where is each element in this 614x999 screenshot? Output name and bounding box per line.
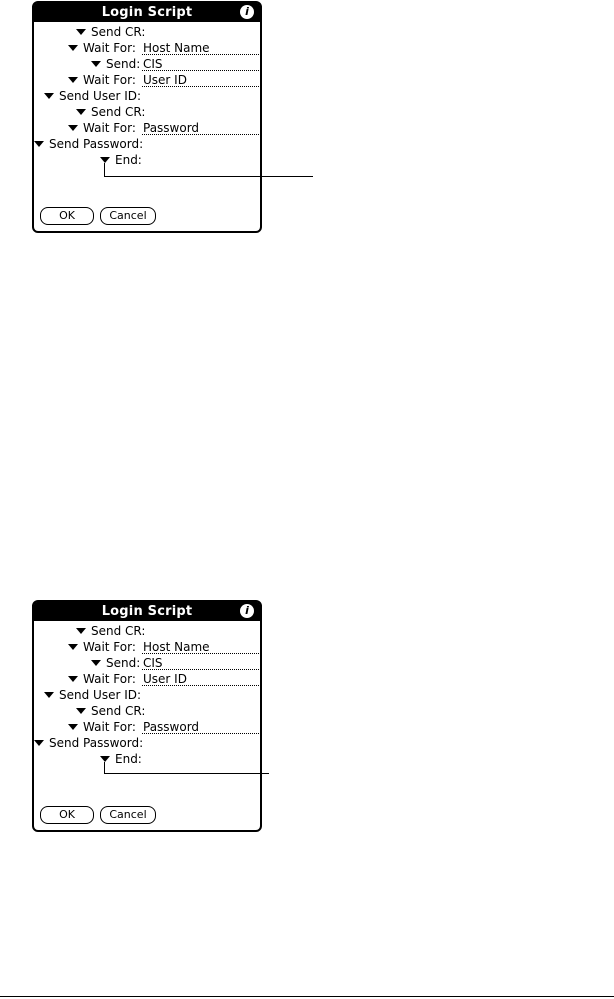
info-icon[interactable]: i — [240, 604, 254, 618]
dropdown-triangle-icon[interactable] — [68, 45, 78, 51]
page-divider — [0, 996, 614, 997]
script-row-wait-for-user[interactable]: Wait For: — [68, 672, 136, 687]
host-name-field[interactable]: Host Name — [142, 41, 259, 55]
dropdown-triangle-icon[interactable] — [91, 61, 101, 67]
script-row-send-password[interactable]: Send Password: — [34, 137, 143, 152]
script-row-send-cr[interactable]: Send CR: — [76, 624, 145, 639]
title-bar — [34, 602, 260, 621]
callout-line — [104, 762, 269, 774]
title-bar — [34, 3, 260, 22]
script-row-wait-for-user[interactable]: Wait For: — [68, 73, 136, 88]
script-row-send-cr-2[interactable]: Send CR: — [76, 704, 145, 719]
script-row-end[interactable]: End: — [100, 752, 142, 767]
dropdown-triangle-icon[interactable] — [68, 676, 78, 682]
dialog-title: Login Script — [101, 5, 193, 20]
script-row-send-user-id[interactable]: Send User ID: — [44, 688, 141, 703]
user-id-field[interactable]: User ID — [142, 73, 259, 87]
script-row-send-cr-2[interactable]: Send CR: — [76, 105, 145, 120]
dropdown-triangle-icon[interactable] — [68, 724, 78, 730]
password-field[interactable]: Password — [142, 121, 259, 135]
dropdown-triangle-icon[interactable] — [76, 628, 86, 634]
script-row-send-cr[interactable]: Send CR: — [76, 25, 145, 40]
script-row-wait-for-password[interactable]: Wait For: — [68, 121, 136, 136]
dropdown-triangle-icon[interactable] — [100, 157, 110, 163]
script-row-wait-for-host[interactable]: Wait For: — [68, 41, 136, 56]
user-id-field[interactable]: User ID — [142, 672, 259, 686]
login-script-dialog — [32, 1, 262, 233]
cancel-button[interactable]: Cancel — [100, 207, 156, 225]
dropdown-triangle-icon[interactable] — [68, 644, 78, 650]
dropdown-triangle-icon[interactable] — [68, 125, 78, 131]
dropdown-triangle-icon[interactable] — [100, 756, 110, 762]
cancel-button[interactable]: Cancel — [100, 806, 156, 824]
info-icon[interactable]: i — [240, 5, 254, 19]
dropdown-triangle-icon[interactable] — [76, 708, 86, 714]
password-field[interactable]: Password — [142, 720, 259, 734]
script-row-send-cis[interactable]: Send: — [91, 656, 140, 671]
login-script-dialog — [32, 600, 262, 832]
dropdown-triangle-icon[interactable] — [76, 109, 86, 115]
dialog-title: Login Script — [101, 604, 193, 619]
dropdown-triangle-icon[interactable] — [44, 93, 54, 99]
script-row-send-user-id[interactable]: Send User ID: — [44, 89, 141, 104]
dropdown-triangle-icon[interactable] — [76, 29, 86, 35]
callout-line — [104, 163, 313, 177]
script-row-wait-for-host[interactable]: Wait For: — [68, 640, 136, 655]
dropdown-triangle-icon[interactable] — [68, 77, 78, 83]
script-row-send-password[interactable]: Send Password: — [34, 736, 143, 751]
dropdown-triangle-icon[interactable] — [91, 660, 101, 666]
host-name-field[interactable]: Host Name — [142, 640, 259, 654]
script-row-wait-for-password[interactable]: Wait For: — [68, 720, 136, 735]
send-text-field[interactable]: CIS — [142, 656, 259, 670]
dropdown-triangle-icon[interactable] — [34, 740, 44, 746]
send-text-field[interactable]: CIS — [142, 57, 259, 71]
ok-button[interactable]: OK — [40, 806, 94, 824]
script-row-end[interactable]: End: — [100, 153, 142, 168]
ok-button[interactable]: OK — [40, 207, 94, 225]
dropdown-triangle-icon[interactable] — [34, 141, 44, 147]
dropdown-triangle-icon[interactable] — [44, 692, 54, 698]
script-row-send-cis[interactable]: Send: — [91, 57, 140, 72]
